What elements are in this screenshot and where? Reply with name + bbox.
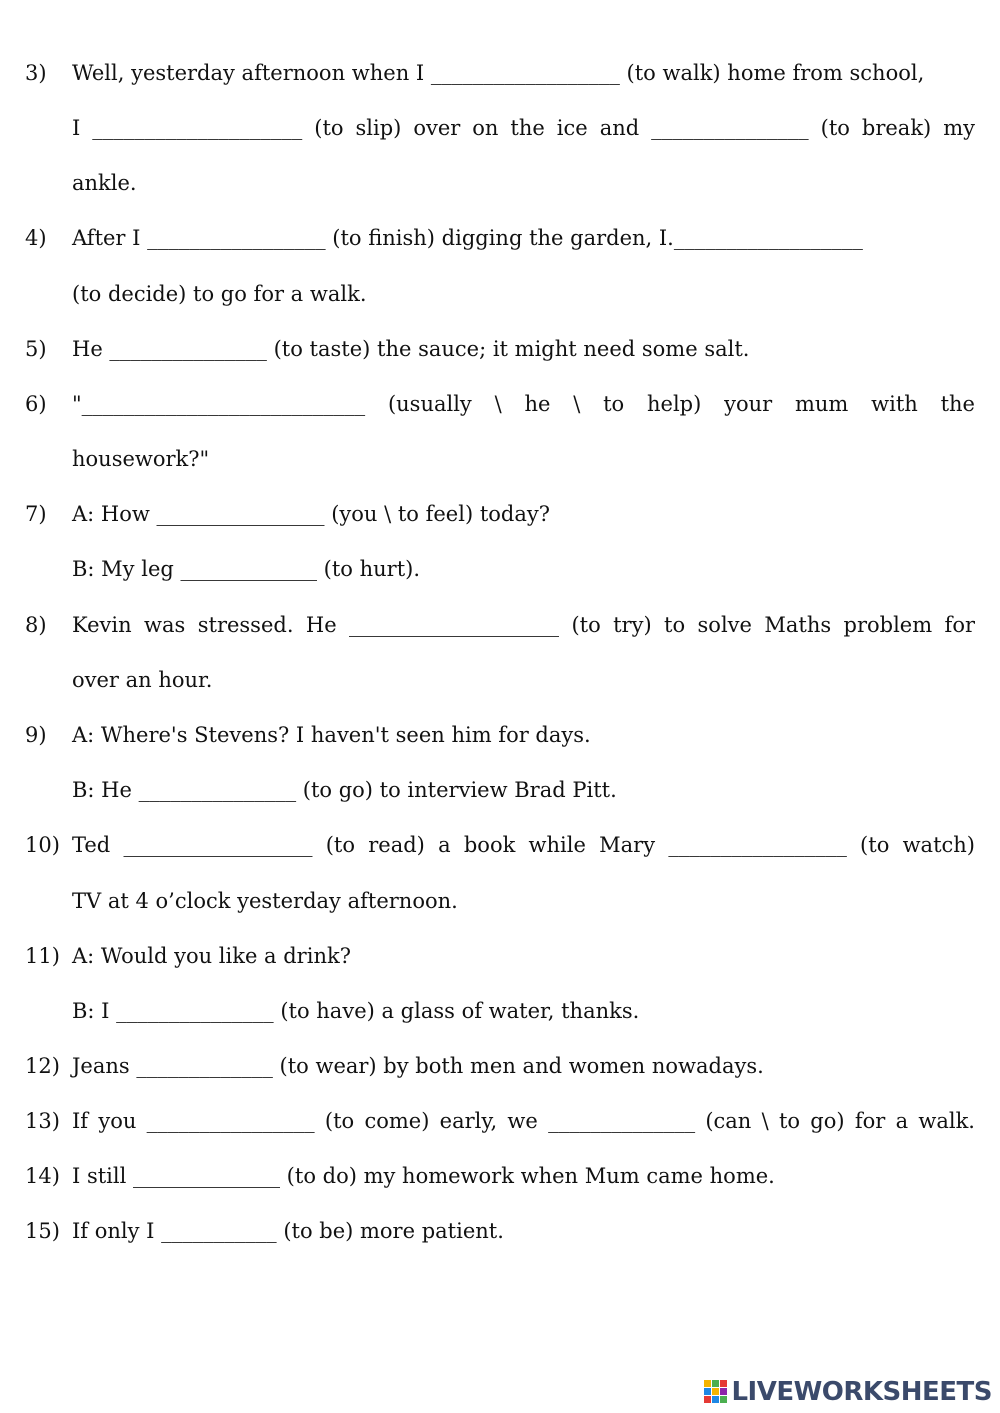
item-text: B: He _______________ (to go) to interview Brad Pitt. (72, 778, 617, 802)
item-text: "___________________________ (usually \ he \ to help) your mum with the (72, 392, 975, 416)
item-number: 15) (25, 1219, 60, 1243)
item-number: 6) (25, 392, 47, 416)
item-text: housework?" (72, 447, 210, 471)
item-number: 7) (25, 502, 47, 526)
item-text: If you ________________ (to come) early, we ______________ (can \ to go) for a walk. (72, 1109, 975, 1133)
item-text: Ted __________________ (to read) a book while Mary _________________ (to watch) (72, 833, 975, 857)
item-text: I still ______________ (to do) my homework when Mum came home. (72, 1164, 775, 1188)
item-number: 4) (25, 226, 47, 250)
item-text: Kevin was stressed. He ____________________ (to try) to solve Maths problem for (72, 613, 975, 637)
item-number: 9) (25, 723, 47, 747)
item-number: 5) (25, 337, 47, 361)
item-number: 13) (25, 1109, 60, 1133)
item-text: Jeans _____________ (to wear) by both men and women nowadays. (72, 1054, 764, 1078)
item-text: I ____________________ (to slip) over on the ice and _______________ (to break) my (72, 116, 975, 140)
item-number: 12) (25, 1054, 60, 1078)
liveworksheets-logo (703, 1377, 992, 1407)
item-text: (to decide) to go for a walk. (72, 282, 367, 306)
item-text: B: I _______________ (to have) a glass of water, thanks. (72, 999, 640, 1023)
item-number: 8) (25, 613, 47, 637)
liveworksheets-logo-icon (703, 1379, 729, 1405)
item-text: If only I ___________ (to be) more patient. (72, 1219, 504, 1243)
item-text: ankle. (72, 171, 137, 195)
item-text: A: Would you like a drink? (72, 944, 351, 968)
item-number: 10) (25, 833, 60, 857)
item-text: over an hour. (72, 668, 213, 692)
item-text: He _______________ (to taste) the sauce; it might need some salt. (72, 337, 750, 361)
item-number: 11) (25, 944, 60, 968)
logo-wordmark: LIVEWORKSHEETS (731, 1377, 992, 1407)
item-text: TV at 4 o’clock yesterday afternoon. (72, 889, 458, 913)
item-text: After I _________________ (to finish) digging the garden, I.__________________ (72, 226, 863, 250)
item-text: A: Where's Stevens? I haven't seen him for days. (72, 723, 591, 747)
item-text: Well, yesterday afternoon when I __________________ (to walk) home from school, (72, 61, 925, 85)
item-number: 3) (25, 61, 47, 85)
item-text: B: My leg _____________ (to hurt). (72, 557, 421, 581)
item-text: A: How ________________ (you \ to feel) today? (72, 502, 550, 526)
item-number: 14) (25, 1164, 60, 1188)
